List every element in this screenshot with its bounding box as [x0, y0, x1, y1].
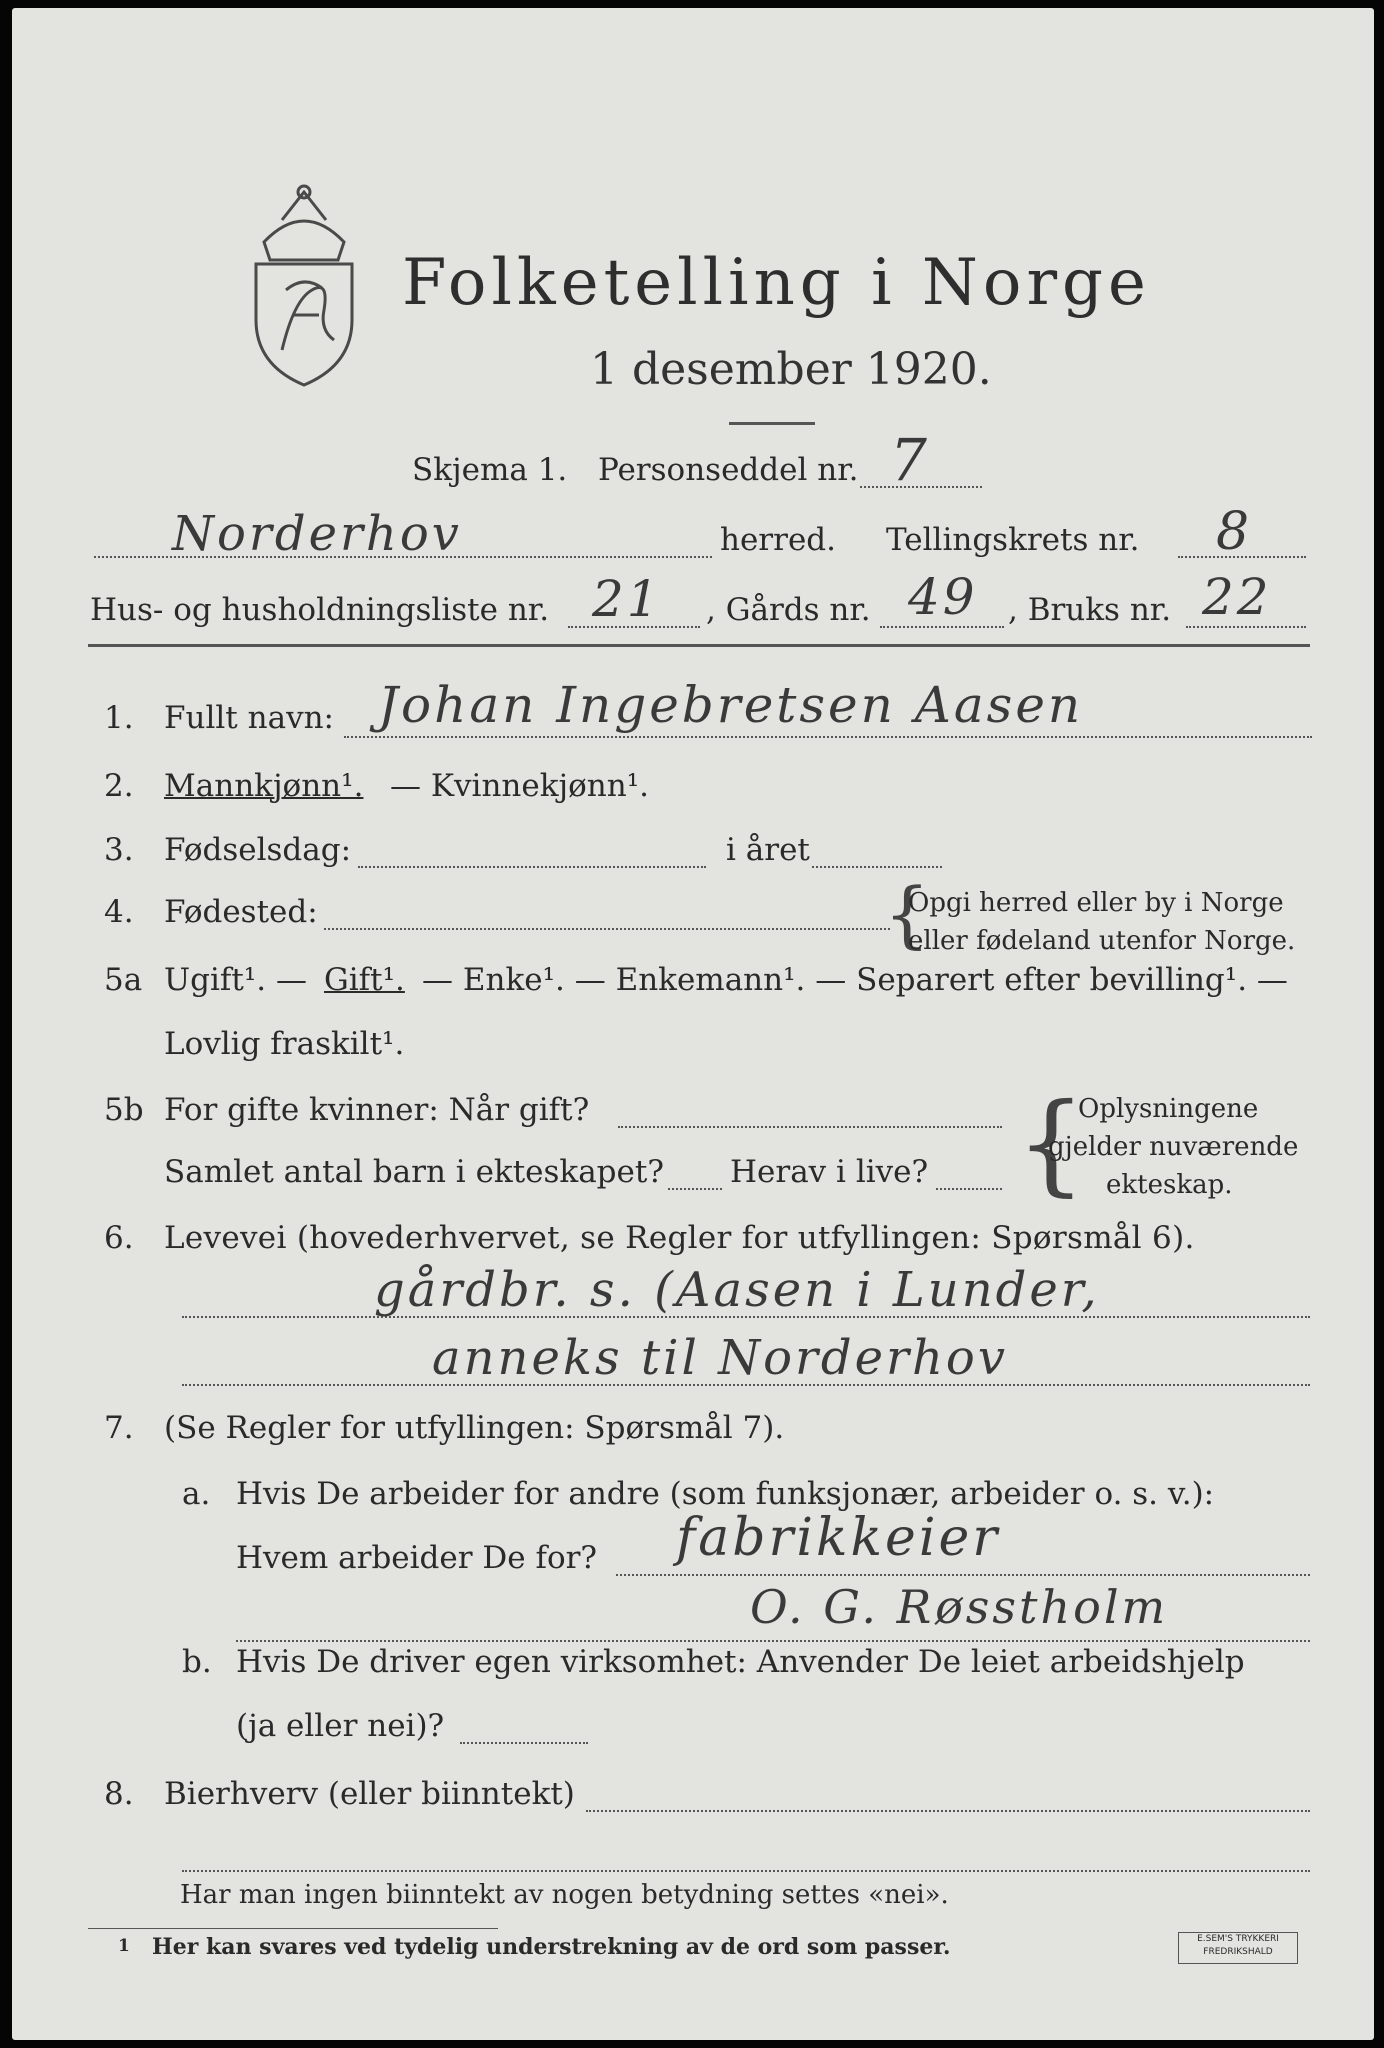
- title-divider: [729, 422, 815, 425]
- q7b-label: Hvis De driver egen virksomhet: Anvender De leiet arbeidshjelp: [236, 1644, 1245, 1680]
- q1-line: [344, 736, 1312, 738]
- q5b-number: 5b: [104, 1092, 144, 1128]
- q3-label: Fødselsdag:: [164, 832, 352, 868]
- printer-stamp: [1178, 1932, 1298, 1964]
- q8-line: [586, 1810, 1310, 1812]
- q4-number: 4.: [104, 894, 134, 930]
- q7a-value-2: O. G. Røsstholm: [750, 1580, 1169, 1634]
- q3-line: [358, 866, 706, 868]
- q5a-gift: Gift¹.: [324, 962, 405, 998]
- q7a-line-2: [236, 1640, 1310, 1642]
- q5b-children-line: [668, 1188, 722, 1190]
- q7b-line2: (ja eller nei)?: [236, 1708, 445, 1744]
- q2-number: 2.: [104, 768, 134, 804]
- q7a-line2: Hvem arbeider De for?: [236, 1540, 598, 1576]
- q7b-letter: b.: [182, 1644, 212, 1680]
- q1-value: Johan Ingebretsen Aasen: [378, 676, 1084, 734]
- gards-value: 49: [908, 568, 978, 626]
- q7a-value-1: fabrikkeier: [676, 1508, 1001, 1568]
- herred-label: herred.: [720, 522, 836, 558]
- printer-name: E.SEM'S TRYKKERI: [1197, 1934, 1279, 1944]
- q7b-line: [460, 1742, 588, 1744]
- q1-number: 1.: [104, 700, 134, 736]
- q2-male: Mannkjønn¹.: [164, 768, 364, 804]
- q5b-note-1: Oplysningene: [1078, 1094, 1259, 1124]
- hus-value: 21: [592, 570, 662, 628]
- footnote-divider: [88, 1928, 498, 1929]
- q4-line: [324, 928, 890, 930]
- q5a-rest: — Enke¹. — Enkemann¹. — Separert efter bevilling¹. —: [422, 962, 1288, 998]
- tellingskrets-label: Tellingskrets nr.: [886, 522, 1140, 558]
- gards-line: [880, 626, 1004, 628]
- q4-brace: {: [884, 872, 930, 956]
- q5a-line2: Lovlig fraskilt¹.: [164, 1026, 405, 1062]
- q7a-letter: a.: [182, 1476, 211, 1512]
- bruks-label: , Bruks nr.: [1008, 592, 1172, 628]
- q6-value-2: anneks til Norderhov: [432, 1330, 1008, 1386]
- q1-label: Fullt navn:: [164, 700, 334, 736]
- q7-label: (Se Regler for utfyllingen: Spørsmål 7).: [164, 1410, 785, 1446]
- q5b-note-2: gjelder nuværende: [1048, 1132, 1299, 1162]
- q6-number: 6.: [104, 1220, 134, 1256]
- bruks-value: 22: [1202, 568, 1272, 626]
- section-divider: [88, 644, 1310, 647]
- q8-label: Bierhverv (eller biinntekt): [164, 1776, 575, 1812]
- q5b-line: [618, 1126, 1002, 1128]
- q8-line-2: [182, 1870, 1310, 1872]
- personseddel-label: Personseddel nr.: [598, 452, 859, 488]
- q5b-note-3: ekteskap.: [1106, 1170, 1233, 1200]
- q5b-herav: Herav i live?: [730, 1154, 929, 1190]
- q8-number: 8.: [104, 1776, 134, 1812]
- q7-number: 7.: [104, 1410, 134, 1446]
- q5b-line2: Samlet antal barn i ekteskapet?: [164, 1154, 664, 1190]
- printer-place: FREDRIKSHALD: [1203, 1947, 1273, 1957]
- q5a-number: 5a: [104, 962, 143, 998]
- q6-value-1: gårdbr. s. (Aasen i Lunder,: [374, 1262, 1100, 1318]
- q2-female: — Kvinnekjønn¹.: [390, 768, 649, 804]
- form-date: 1 desember 1920.: [590, 344, 992, 395]
- q7a-label: Hvis De arbeider for andre (som funksjonær, arbeider o. s. v.):: [236, 1476, 1215, 1512]
- q3-year-line: [812, 866, 942, 868]
- hus-label: Hus- og husholdningsliste nr.: [90, 592, 550, 628]
- q4-note-2: eller fødeland utenfor Norge.: [908, 926, 1296, 956]
- herred-value: Norderhov: [172, 506, 462, 562]
- q3-number: 3.: [104, 832, 134, 868]
- q3-year-label: i året: [726, 832, 810, 868]
- footnote-text: Her kan svares ved tydelig understrekning av de ord som passer.: [152, 1934, 951, 1960]
- q4-label: Fødested:: [164, 894, 318, 930]
- census-form: [12, 8, 1374, 2040]
- bruks-line: [1186, 626, 1306, 628]
- form-title: Folketelling i Norge: [402, 246, 1151, 320]
- coat-of-arms-icon: [234, 180, 374, 390]
- q5a-ugift: Ugift¹. —: [164, 962, 307, 998]
- gards-label: , Gårds nr.: [706, 592, 871, 628]
- q5b-label: For gifte kvinner: Når gift?: [164, 1092, 590, 1128]
- q4-note-1: Opgi herred eller by i Norge: [908, 888, 1284, 918]
- footnote-mark: 1: [118, 1936, 130, 1956]
- q5b-brace: {: [1016, 1079, 1086, 1207]
- q7a-line: [616, 1574, 1310, 1576]
- tellingskrets-value: 8: [1216, 502, 1253, 562]
- schema-label: Skjema 1.: [412, 452, 568, 488]
- footer-note: Har man ingen biinntekt av nogen betydning settes «nei».: [180, 1880, 949, 1910]
- personseddel-value: 7: [890, 426, 930, 494]
- q6-label: Levevei (hovederhvervet, se Regler for utfyllingen: Spørsmål 6).: [164, 1220, 1195, 1256]
- q5b-herav-line: [936, 1188, 1002, 1190]
